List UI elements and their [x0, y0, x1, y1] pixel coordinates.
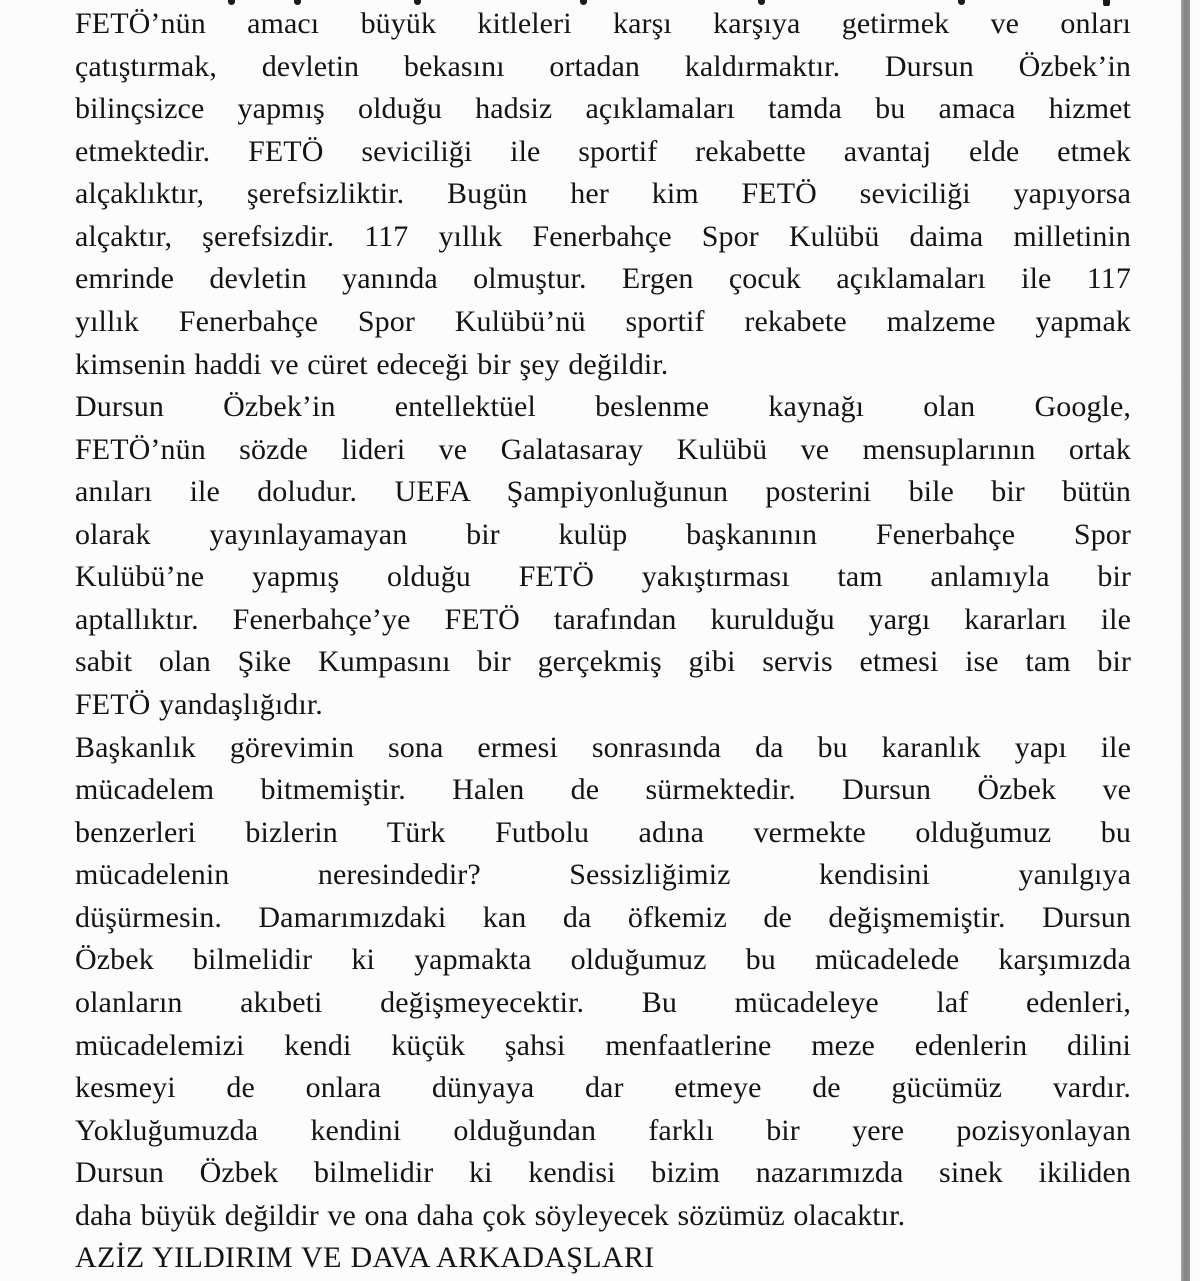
text-line: emrinde devletin yanında olmuştur. Ergen çocuk açıklamaları ile 117 [75, 262, 1131, 296]
text-line: benzerleri bizlerin Türk Futbolu adına vermekte olduğumuz bu [75, 815, 1131, 849]
page-edge-bar [1181, 0, 1190, 1281]
signature-line: AZİZ YILDIRIM VE DAVA ARKADAŞLARI [75, 1241, 655, 1275]
statement-text [75, 3, 1131, 1280]
paragraph-signature [75, 1237, 1131, 1280]
text-line: olarak yayınlayamayan bir kulüp başkanının Fenerbahçe Spor [75, 517, 1131, 551]
text-line: alçaktır, şerefsizdir. 117 yıllık Fenerbahçe Spor Kulübü daima milletinin [75, 219, 1131, 253]
text-line: aptallıktır. Fenerbahçe’ye FETÖ tarafından kurulduğu yargı kararları ile [75, 602, 1131, 636]
text-line: anıları ile doludur. UEFA Şampiyonluğunun posterini bile bir bütün [75, 475, 1131, 509]
text-line: alçaklıktır, şerefsizliktir. Bugün her kim FETÖ seviciliği yapıyorsa [75, 177, 1131, 211]
text-line: Kulübü’ne yapmış olduğu FETÖ yakıştırması tam anlamıyla bir [75, 560, 1131, 594]
paragraph-3 [75, 727, 1131, 1238]
text-line: daha büyük değildir ve ona daha çok söyleyecek sözümüz olacaktır. [75, 1198, 906, 1232]
text-line: Özbek bilmelidir ki yapmakta olduğumuz bu mücadelede karşımızda [75, 943, 1131, 977]
text-line: yıllık Fenerbahçe Spor Kulübü’nü sportif rekabete malzeme yapmak [75, 304, 1131, 338]
text-line: kesmeyi de onlara dünyaya dar etmeye de gücümüz vardır. [75, 1071, 1131, 1105]
paragraph-2 [75, 386, 1131, 727]
text-line: FETÖ yandaşlığıdır. [75, 688, 323, 721]
text-line: FETÖ’nün amacı büyük kitleleri karşı karşıya getirmek ve onları [75, 7, 1131, 40]
text-line: sabit olan Şike Kumpasını bir gerçekmiş gibi servis etmesi ise tam bir [75, 645, 1131, 679]
text-line: bilinçsizce yapmış olduğu hadsiz açıklamaları tamda bu amaca hizmet [75, 92, 1131, 126]
text-line: Dursun Özbek’in entellektüel beslenme kaynağı olan Google, [75, 390, 1131, 424]
text-line: mücadelem bitmemiştir. Halen de sürmektedir. Dursun Özbek ve [75, 773, 1131, 807]
text-line: Dursun Özbek bilmelidir ki kendisi bizim nazarımızda sinek ikiliden [75, 1156, 1131, 1190]
text-line: mücadelenin neresindedir? Sessizliğimiz kendisini yanılgıya [75, 858, 1131, 892]
paragraph-1 [75, 3, 1131, 386]
text-line: mücadelemizi kendi küçük şahsi menfaatlerine meze edenlerin dilini [75, 1028, 1131, 1062]
text-line: Yokluğumuzda kendini olduğundan farklı bir yere pozisyonlayan [75, 1113, 1131, 1147]
text-line: çatıştırmak, devletin bekasını ortadan kaldırmaktır. Dursun Özbek’in [75, 49, 1131, 83]
text-line: Başkanlık görevimin sona ermesi sonrasında da bu karanlık yapı ile [75, 730, 1131, 764]
text-line: FETÖ’nün sözde lideri ve Galatasaray Kulübü ve mensuplarının ortak [75, 432, 1131, 466]
text-line: etmektedir. FETÖ seviciliği ile sportif rekabette avantaj elde etmek [75, 134, 1131, 168]
text-line: olanların akıbeti değişmeyecektir. Bu mücadeleye laf edenleri, [75, 985, 1131, 1019]
text-line: düşürmesin. Damarımızdaki kan da öfkemiz de değişmemiştir. Dursun [75, 900, 1131, 934]
text-line: kimsenin haddi ve cüret edeceği bir şey değildir. [75, 347, 669, 381]
